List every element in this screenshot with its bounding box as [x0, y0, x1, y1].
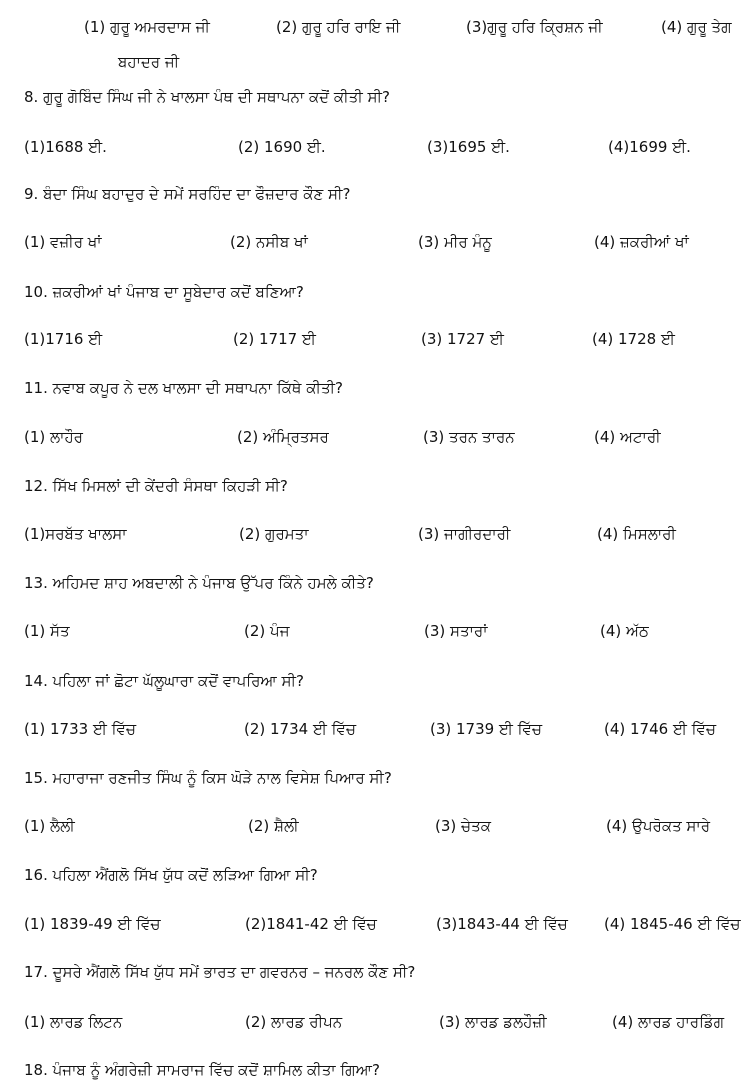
option-4: (4) ਮਿਸਲਾਰੀ: [597, 525, 676, 543]
option-4: (4) ਉਪਰੋਕਤ ਸਾਰੇ: [606, 817, 711, 835]
question-text: 18. ਪੰਜਾਬ ਨੂੰ ਅੰਗਰੇਜ਼ੀ ਸਾਮਰਾਜ ਵਿੱਚ ਕਦੋਂ ਸ਼ਾਮਿਲ ਕੀਤਾ ਗਿਆ?: [24, 1061, 380, 1079]
option-2: (2) ਨਸੀਬ ਖਾਂ: [230, 233, 308, 251]
option-3: (3)1695 ਈ.: [427, 138, 510, 156]
option-4: (4) 1728 ਈ: [592, 330, 675, 348]
option-4: (4) ਲਾਰਡ ਹਾਰਡਿੰਗ: [612, 1013, 725, 1031]
option-2: (2) ਅੰਮ੍ਰਿਤਸਰ: [237, 428, 329, 446]
option-1: (1) ਲੈਲੀ: [24, 817, 75, 835]
option-1: (1) 1839-49 ਈ ਵਿੱਚ: [24, 915, 161, 933]
option-4: (4) ਜ਼ਕਰੀਆਂ ਖਾਂ: [594, 233, 689, 251]
question-text: 16. ਪਹਿਲਾ ਐਂਗਲੋ ਸਿੱਖ ਯੁੱਧ ਕਦੋਂ ਲੜਿਆ ਗਿਆ ਸੀ?: [24, 866, 318, 884]
question-text: 12. ਸਿੱਖ ਮਿਸਲਾਂ ਦੀ ਕੇਂਦਰੀ ਸੰਸਥਾ ਕਿਹੜੀ ਸੀ?: [24, 477, 288, 495]
option-2: (2) ਗੁਰਮਤਾ: [239, 525, 309, 543]
option-3: (3) ਤਰਨ ਤਾਰਨ: [423, 428, 515, 446]
option-3: (3) ਲਾਰਡ ਡਲਹੌਜ਼ੀ: [439, 1013, 547, 1031]
option-4: (4) ਗੁਰੂ ਤੇਗ: [661, 18, 732, 36]
question-text: 11. ਨਵਾਬ ਕਪੂਰ ਨੇ ਦਲ ਖਾਲਸਾ ਦੀ ਸਥਾਪਨਾ ਕਿੱਥੇ ਕੀਤੀ?: [24, 379, 344, 397]
question-text: 17. ਦੂਸਰੇ ਐਂਗਲੋ ਸਿੱਖ ਯੁੱਧ ਸਮੇਂ ਭਾਰਤ ਦਾ ਗਵਰਨਰ – ਜਨਰਲ ਕੌਣ ਸੀ?: [24, 963, 416, 981]
option-4: (4) 1845-46 ਈ ਵਿੱਚ: [604, 915, 741, 933]
option-2: (2) ਸ਼ੈਲੀ: [248, 817, 299, 835]
option-2: (2) 1690 ਈ.: [238, 138, 326, 156]
option-4: (4) ਅਟਾਰੀ: [594, 428, 661, 446]
question-text: 13. ਅਹਿਮਦ ਸ਼ਾਹ ਅਬਦਾਲੀ ਨੇ ਪੰਜਾਬ ਉੱਪਰ ਕਿੰਨੇ ਹਮਲੇ ਕੀਤੇ?: [24, 574, 374, 592]
option-4: (4) ਅੱਠ: [600, 622, 649, 640]
option-2: (2) ਗੁਰੂ ਹਰਿ ਰਾਇ ਜੀ: [276, 18, 401, 36]
option-4: (4) 1746 ਈ ਵਿੱਚ: [604, 720, 716, 738]
option-1: (1) ਸੱਤ: [24, 622, 70, 640]
option-4-wrap: ਬਹਾਦਰ ਜੀ: [118, 53, 180, 71]
question-text: 8. ਗੁਰੂ ਗੋਬਿੰਦ ਸਿੰਘ ਜੀ ਨੇ ਖਾਲਸਾ ਪੰਥ ਦੀ ਸਥਾਪਨਾ ਕਦੋਂ ਕੀਤੀ ਸੀ?: [24, 88, 390, 106]
option-2: (2) ਪੰਜ: [244, 622, 290, 640]
option-1: (1) ਵਜ਼ੀਰ ਖਾਂ: [24, 233, 102, 251]
question-text: 9. ਬੰਦਾ ਸਿੰਘ ਬਹਾਦੁਰ ਦੇ ਸਮੇਂ ਸਰਹਿੰਦ ਦਾ ਫੌਜ਼ਦਾਰ ਕੌਣ ਸੀ?: [24, 185, 351, 203]
option-3: (3) 1727 ਈ: [421, 330, 504, 348]
option-3: (3)ਗੁਰੂ ਹਰਿ ਕ੍ਰਿਸ਼ਨ ਜੀ: [466, 18, 603, 36]
option-3: (3) ਮੀਰ ਮੰਨੂ: [418, 233, 492, 251]
option-3: (3) 1739 ਈ ਵਿੱਚ: [430, 720, 542, 738]
option-3: (3) ਜਾਗੀਰਦਾਰੀ: [418, 525, 511, 543]
option-1: (1)1716 ਈ: [24, 330, 103, 348]
option-4: (4)1699 ਈ.: [608, 138, 691, 156]
option-3: (3)1843-44 ਈ ਵਿੱਚ: [436, 915, 568, 933]
option-1: (1) ਲਾਹੌਰ: [24, 428, 83, 446]
option-1: (1) ਲਾਰਡ ਲਿਟਨ: [24, 1013, 123, 1031]
option-1: (1) ਗੁਰੂ ਅਮਰਦਾਸ ਜੀ: [84, 18, 210, 36]
option-1: (1) 1733 ਈ ਵਿੱਚ: [24, 720, 136, 738]
option-1: (1)ਸਰਬੱਤ ਖਾਲਸਾ: [24, 525, 127, 543]
option-2: (2) 1717 ਈ: [233, 330, 316, 348]
option-2: (2) 1734 ਈ ਵਿੱਚ: [244, 720, 356, 738]
option-2: (2)1841-42 ਈ ਵਿੱਚ: [245, 915, 377, 933]
question-text: 10. ਜ਼ਕਰੀਆਂ ਖਾਂ ਪੰਜਾਬ ਦਾ ਸੂਬੇਦਾਰ ਕਦੋਂ ਬਣਿਆ?: [24, 283, 304, 301]
option-3: (3) ਸਤਾਰਾਂ: [424, 622, 488, 640]
option-1: (1)1688 ਈ.: [24, 138, 107, 156]
option-3: (3) ਚੇਤਕ: [435, 817, 491, 835]
question-text: 15. ਮਹਾਰਾਜਾ ਰਣਜੀਤ ਸਿੰਘ ਨੂੰ ਕਿਸ ਘੋੜੇ ਨਾਲ ਵਿਸੇਸ਼ ਪਿਆਰ ਸੀ?: [24, 769, 392, 787]
question-text: 14. ਪਹਿਲਾ ਜਾਂ ਛੋਟਾ ਘੱਲੂਘਾਰਾ ਕਦੋਂ ਵਾਪਰਿਆ ਸੀ?: [24, 672, 304, 690]
option-2: (2) ਲਾਰਡ ਰੀਪਨ: [245, 1013, 343, 1031]
